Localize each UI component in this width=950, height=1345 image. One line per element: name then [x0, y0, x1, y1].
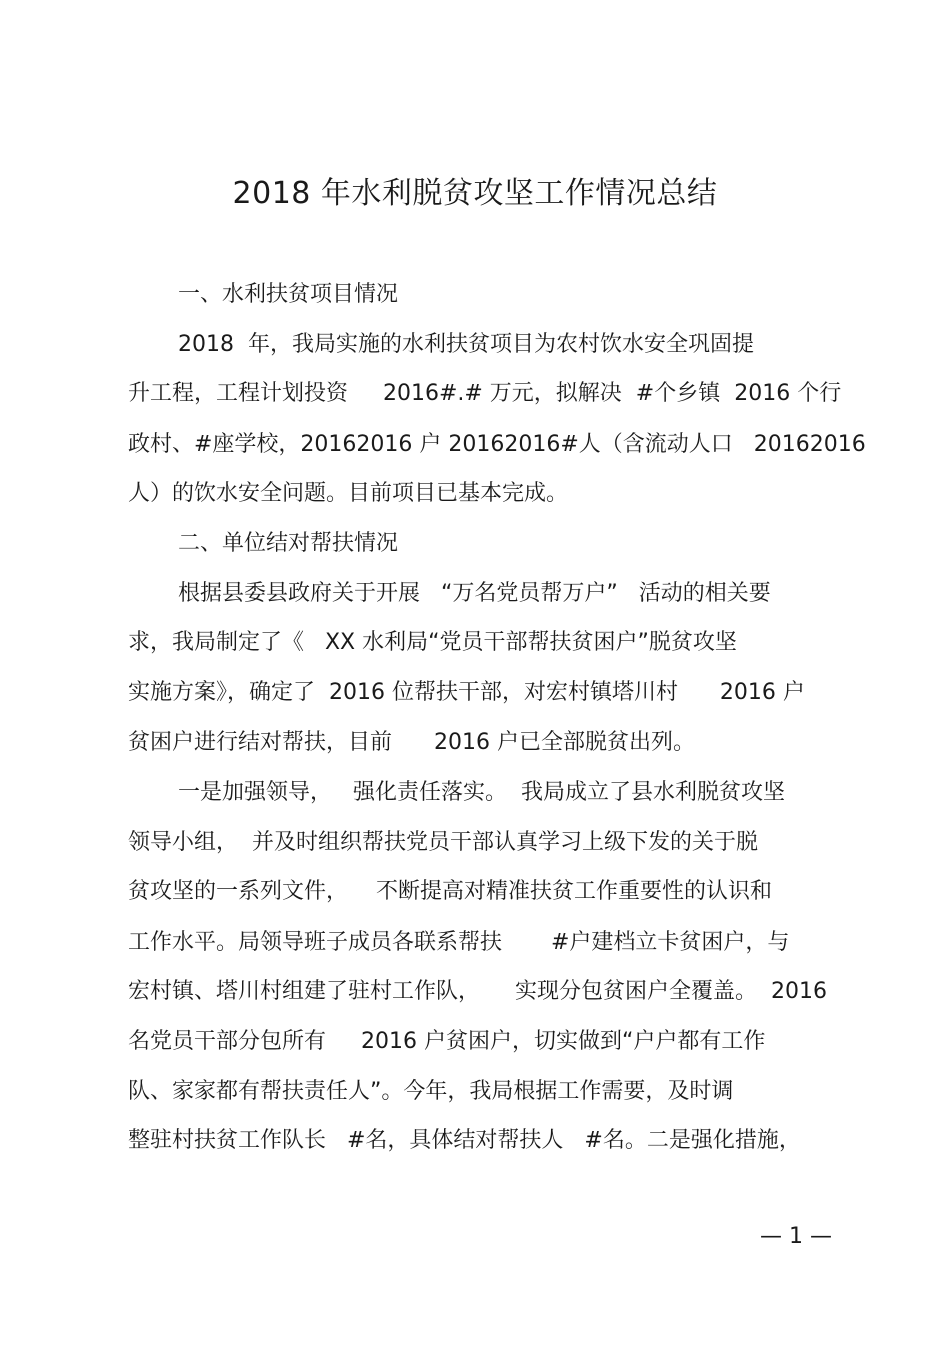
- paragraph-line: 领导小组， 并及时组织帮扶党员干部认真学习上级下发的关于脱: [128, 830, 758, 855]
- section-heading-2: 二、单位结对帮扶情况: [178, 531, 399, 556]
- paragraph-line: 贫攻坚的一系列文件， 不断提高对精准扶贫工作重要性的认识和: [128, 879, 772, 904]
- paragraph-line: 人）的饮水安全问题。目前项目已基本完成。: [128, 481, 569, 506]
- paragraph-line: 升工程，工程计划投资 2016#.# 万元，拟解决 #个乡镇 2016 个行: [128, 381, 842, 406]
- paragraph-line: 求，我局制定了《 XX 水利局“党员干部帮扶贫困户”脱贫攻坚: [128, 630, 737, 655]
- paragraph-line: 宏村镇、塔川村组建了驻村工作队， 实现分包贫困户全覆盖。 2016: [128, 979, 827, 1004]
- paragraph-line: 名党员干部分包所有 2016 户贫困户，切实做到“户户都有工作: [128, 1029, 766, 1054]
- paragraph-line: 工作水平。局领导班子成员各联系帮扶 #户建档立卡贫困户，与: [128, 930, 790, 955]
- paragraph-line: 实施方案》，确定了 2016 位帮扶干部，对宏村镇塔川村 2016 户: [128, 680, 805, 705]
- page-number: — 1 —: [760, 1224, 832, 1249]
- paragraph-line: 根据县委县政府关于开展 “万名党员帮万户” 活动的相关要: [178, 581, 771, 606]
- paragraph-line: 2018 年，我局实施的水利扶贫项目为农村饮水安全巩固提: [178, 332, 754, 357]
- document-title: 2018 年水利脱贫攻坚工作情况总结: [232, 176, 718, 211]
- paragraph-line: 政村、#座学校，20162016 户 20162016#人（含流动人口 20162016: [128, 432, 866, 457]
- paragraph-line: 整驻村扶贫工作队长 #名，具体结对帮扶人 #名。二是强化措施，: [128, 1128, 801, 1153]
- paragraph-line: 队、家家都有帮扶责任人”。今年，我局根据工作需要，及时调: [128, 1079, 734, 1104]
- paragraph-line: 一是加强领导， 强化责任落实。 我局成立了县水利脱贫攻坚: [178, 780, 785, 805]
- section-heading-1: 一、水利扶贫项目情况: [178, 282, 399, 307]
- paragraph-line: 贫困户进行结对帮扶，目前 2016 户已全部脱贫出列。: [128, 730, 695, 755]
